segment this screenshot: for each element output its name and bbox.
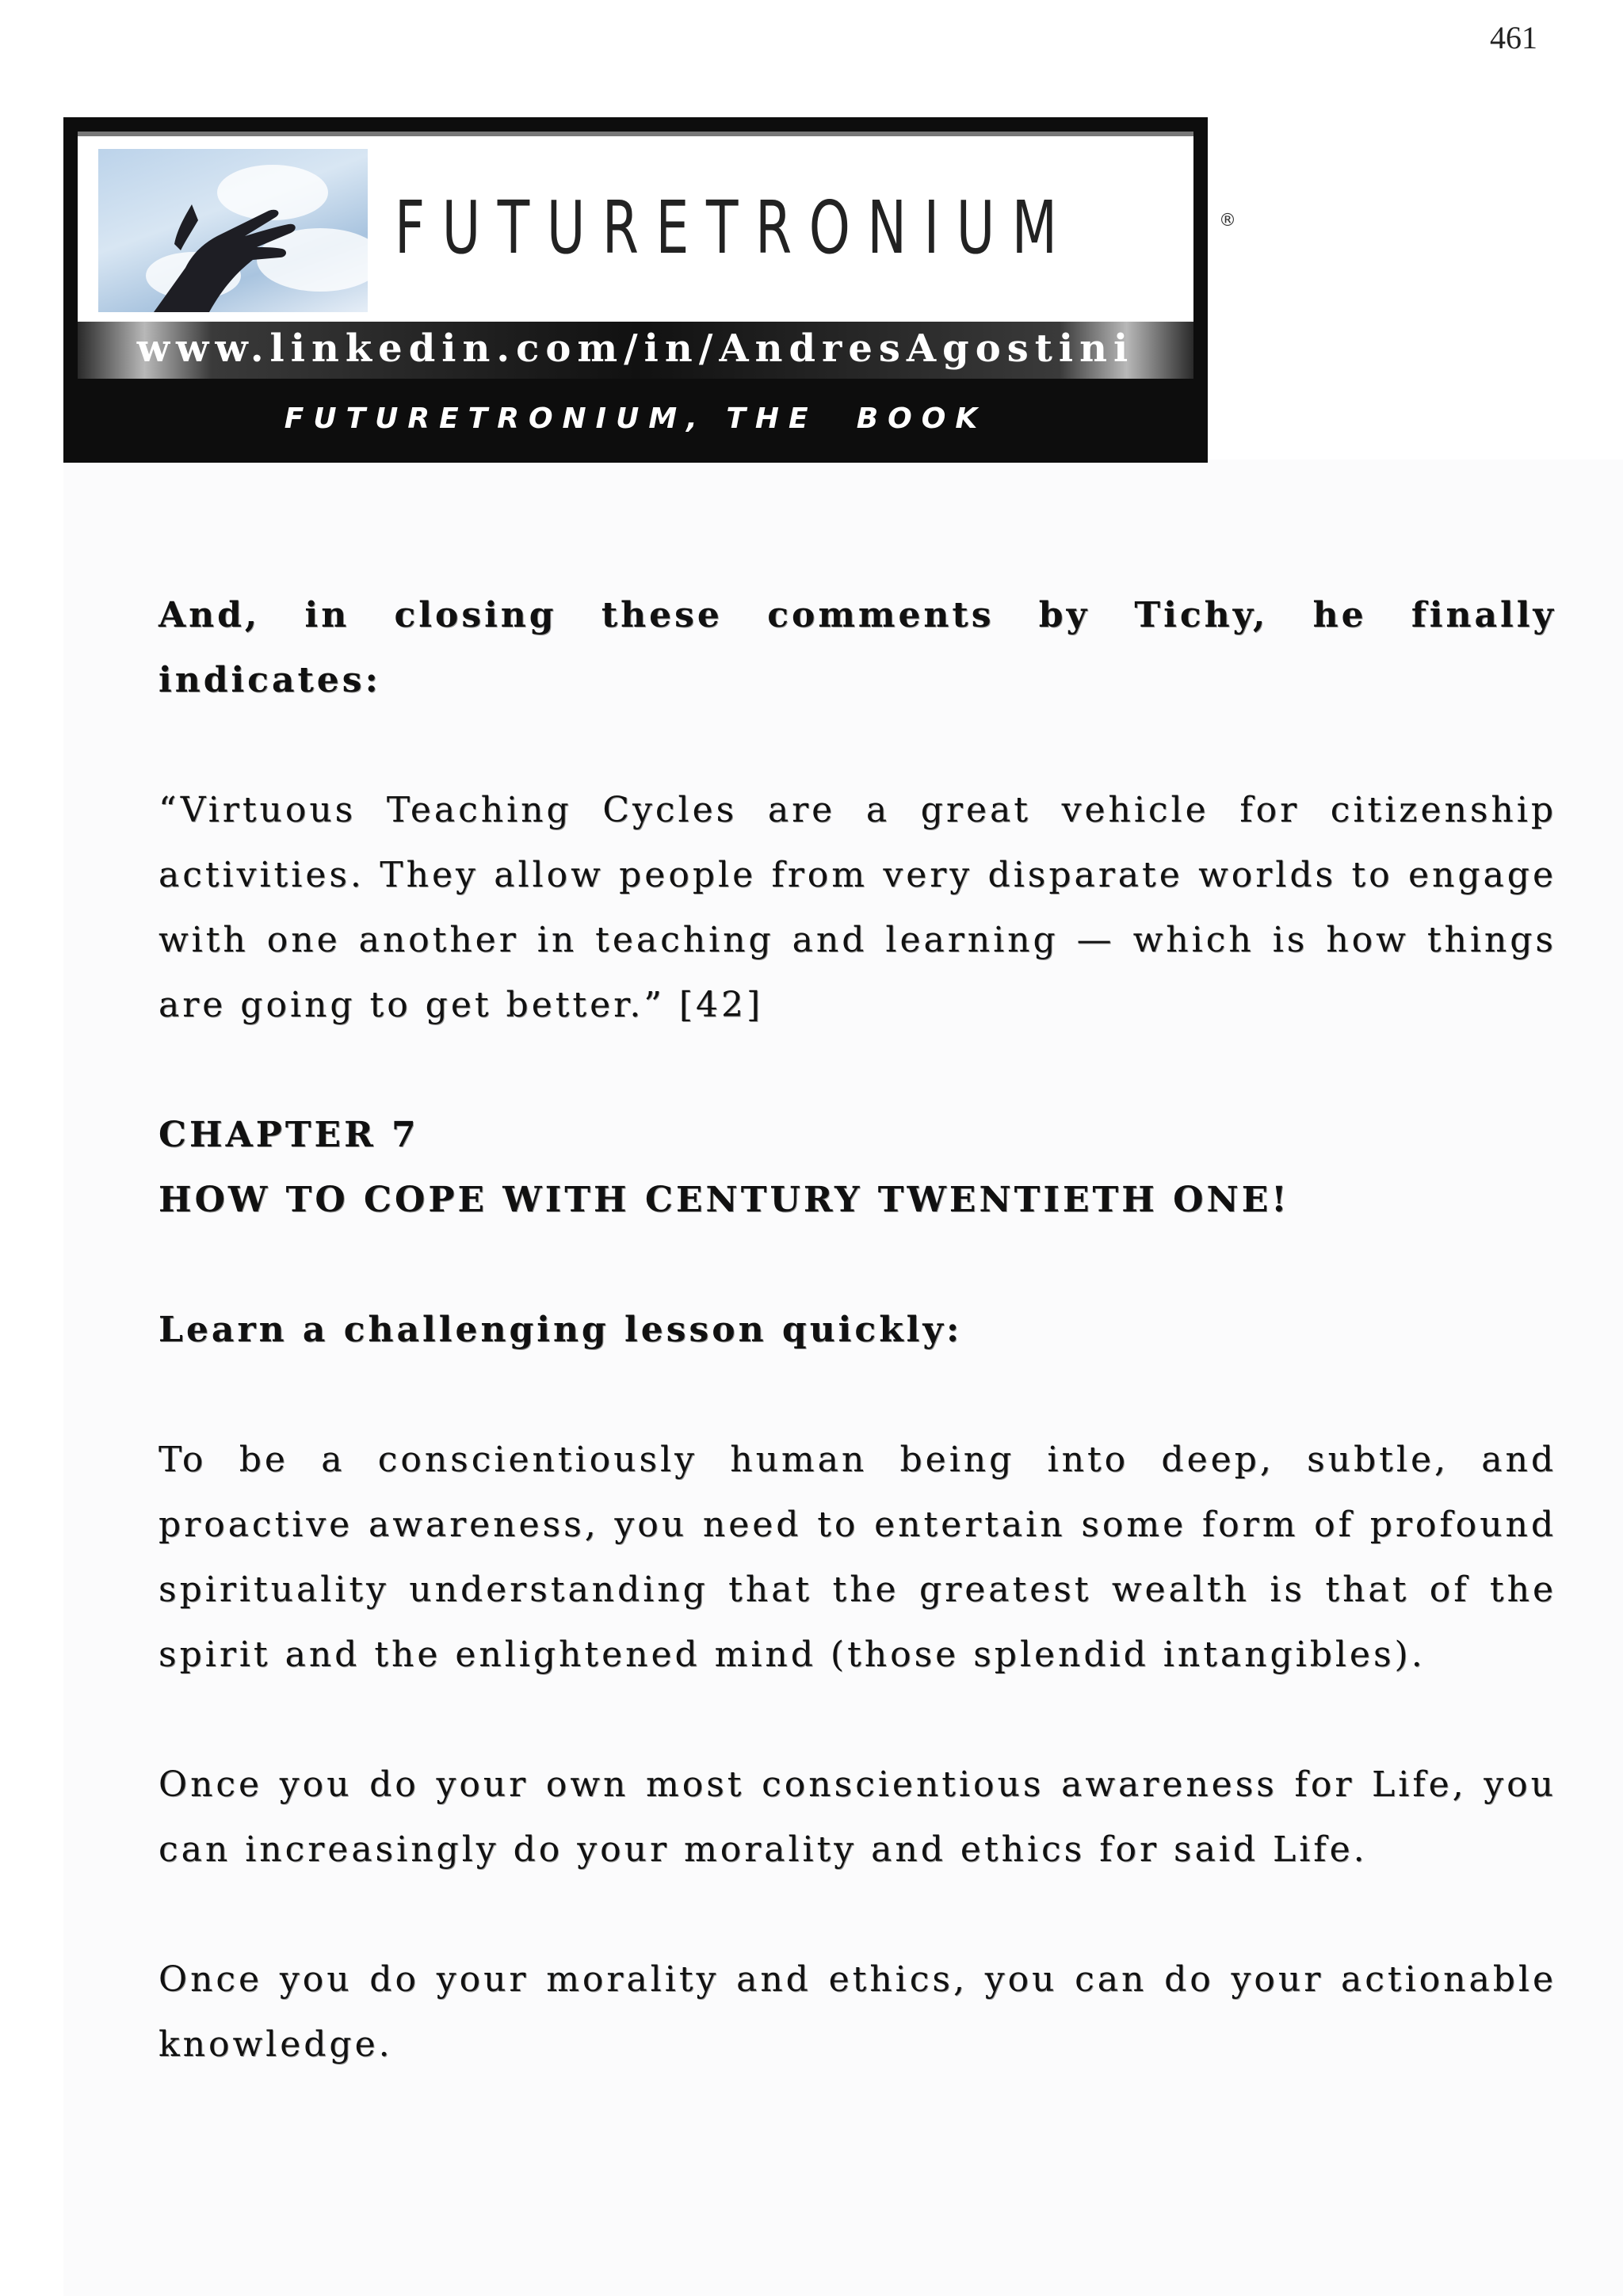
registered-mark: ®	[1219, 211, 1236, 231]
lesson-heading: Learn a challenging lesson quickly:	[158, 1310, 963, 1350]
reaching-hand-image	[98, 149, 368, 312]
chapter-number: CHAPTER 7	[158, 1115, 419, 1155]
chapter-title: HOW TO COPE WITH CENTURY TWENTIETH ONE!	[158, 1180, 1290, 1220]
intro-paragraph: And, in closing these comments by Tichy, he finally indicates:	[158, 595, 1556, 700]
banner-header	[78, 132, 1236, 323]
banner-url-bar	[78, 322, 1193, 379]
page-number: 461	[1490, 20, 1537, 55]
paragraph-morality: Once you do your morality and ethics, you can do your actionable knowledge.	[158, 1959, 1556, 2065]
hand-icon	[98, 149, 368, 312]
quote-paragraph: “Virtuous Teaching Cycles are a great vehicle for citizenship activities. They allow people from very disparate worlds to engage with one another in teaching and learning — which is how things are going to get better.” [42]	[158, 790, 1556, 1025]
banner-title: FUTURETRONIUM	[395, 185, 1075, 270]
futuretronium-banner	[63, 117, 1236, 463]
paragraph-awareness: Once you do your own most conscientious awareness for Life, you can increasingly do your morality and ethics for said Life.	[158, 1764, 1556, 1870]
paragraph-spirituality: To be a conscientiously human being into deep, subtle, and proactive awareness, you need to entertain some form of profound spirituality understanding that the greatest wealth is that of the spirit and the enlightened mind (those splendid intangibles).	[158, 1440, 1556, 1675]
linkedin-url: www.linkedin.com/in/AndresAgostini	[136, 326, 1135, 371]
banner-subtitle: FUTURETRONIUM, THE BOOK	[284, 402, 987, 435]
